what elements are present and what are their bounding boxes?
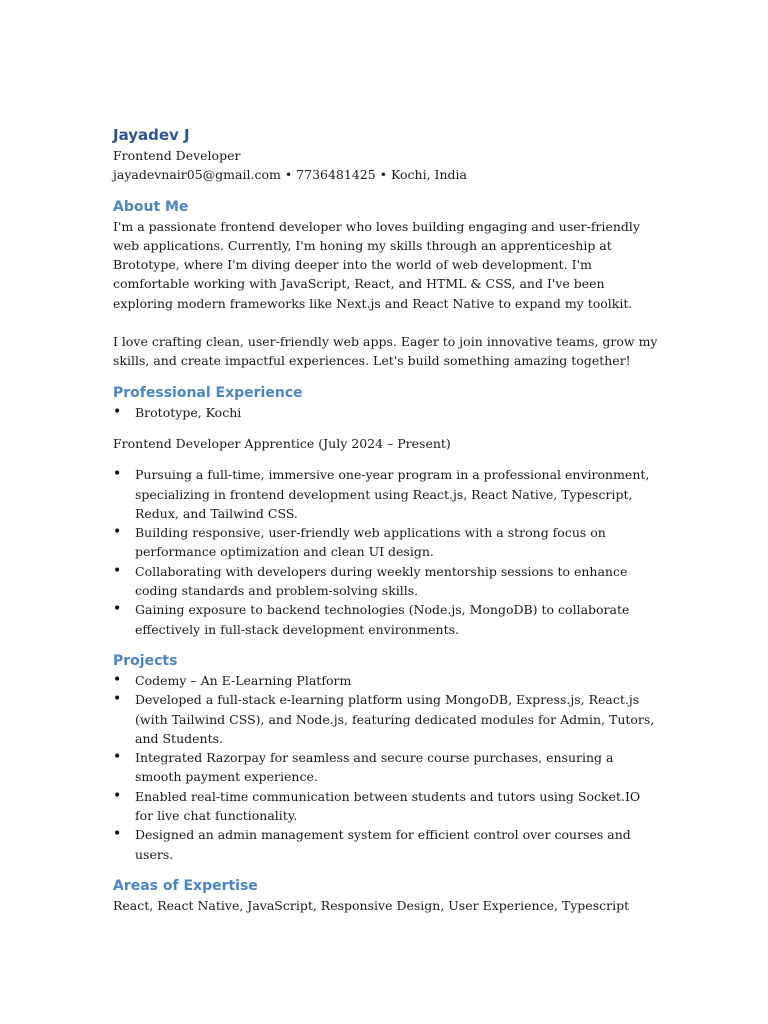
list-item: • Developed a full-stack e-learning platform using MongoDB, Express.js, React.js (with Tailwind CSS), and Node.js, featuring dedicated modules for Admin, Tutors, and Students. [113, 690, 658, 748]
expertise-heading: Areas of Expertise [113, 877, 258, 894]
experience-heading: Professional Experience [113, 384, 303, 401]
list-item: • Building responsive, user-friendly web applications with a strong focus on performance optimization and clean UI design. [113, 523, 658, 562]
about-paragraph: I love crafting clean, user-friendly web apps. Eager to join innovative teams, grow my skills, and create impactful experiences. Let's build something amazing together! [113, 334, 658, 369]
list-item: • Pursuing a full-time, immersive one-year program in a professional environment, specializing in frontend development using React.js, React Native, Typescript, Redux, and Tailwind CSS. [113, 465, 658, 523]
list-item: • Integrated Razorpay for seamless and secure course purchases, ensuring a smooth payment experience. [113, 748, 658, 787]
list-item: • Designed an admin management system for efficient control over courses and users. [113, 825, 658, 864]
about-heading: About Me [113, 198, 189, 215]
list-item: • Collaborating with developers during weekly mentorship sessions to enhance coding standards and problem-solving skills. [113, 562, 658, 601]
role-line: Frontend Developer Apprentice (July 2024 – Present) [113, 435, 451, 451]
projects-list [113, 671, 658, 864]
job-title: Frontend Developer [113, 148, 241, 163]
list-item: • Codemy – An E-Learning Platform [113, 671, 658, 690]
contact-info: jayadevnair05@gmail.com • 7736481425 • Kochi, India [113, 167, 467, 183]
projects-heading: Projects [113, 652, 178, 669]
company-item: • Brototype, Kochi [113, 403, 658, 422]
about-paragraph: I'm a passionate frontend developer who loves building engaging and user-friendly web applications. Currently, I'm honing my skills through an apprenticeship at Brototype, where I'm diving deeper into the world of web development. I'm comfortable working with JavaScript, React, and HTML & CSS, and I've been exploring modern frameworks like Next.js and React Native to expand my toolkit. [113, 218, 640, 311]
company-list [113, 403, 658, 422]
candidate-name: Jayadev J [113, 126, 190, 144]
resume-content [113, 124, 658, 915]
list-item: • Gaining exposure to backend technologies (Node.js, MongoDB) to collaborate effectively in full-stack development environments. [113, 600, 658, 639]
experience-list [113, 465, 658, 639]
list-item: • Enabled real-time communication between students and tutors using Socket.IO for live chat functionality. [113, 787, 658, 826]
expertise-text: React, React Native, JavaScript, Responsive Design, User Experience, Typescript [113, 897, 630, 913]
